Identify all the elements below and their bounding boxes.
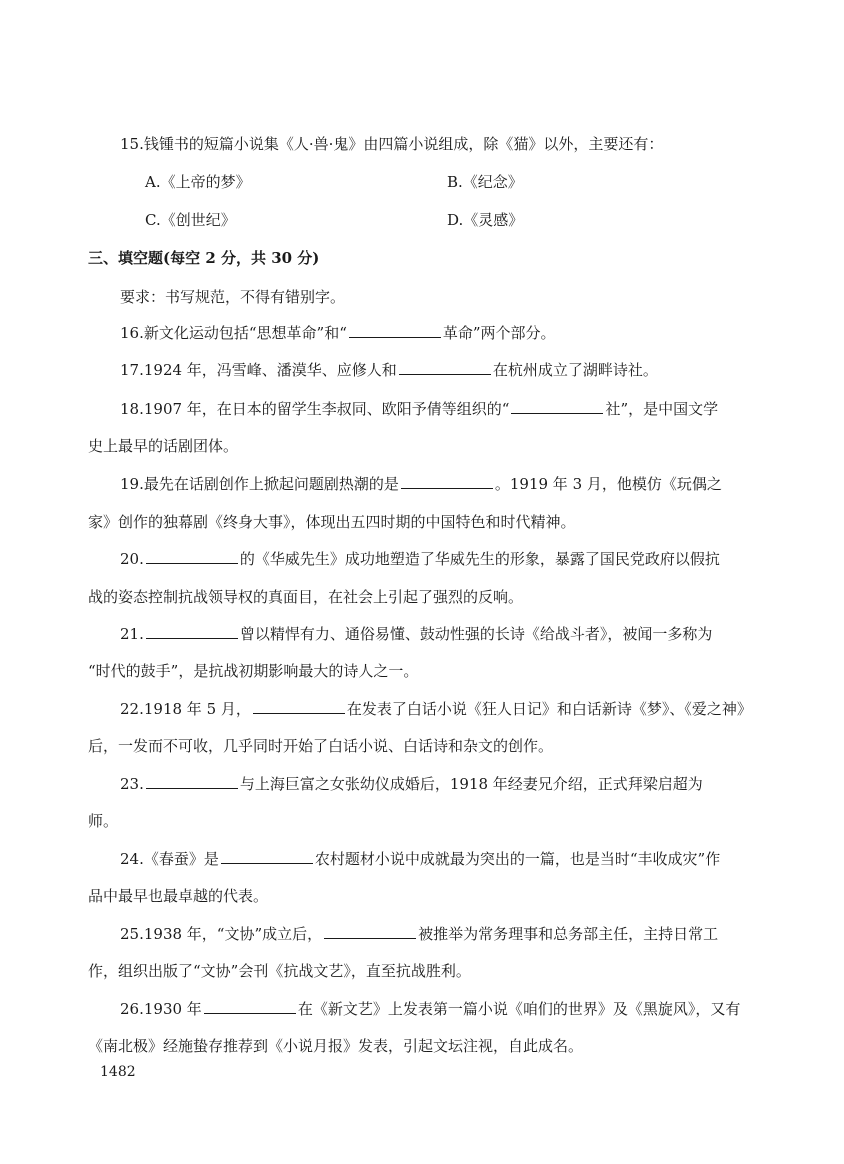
question-16-text-b: 革命”两个部分。 xyxy=(442,324,556,342)
question-26-continued: 《南北极》经施蛰存推荐到《小说月报》发表，引起文坛注视，自此成名。 xyxy=(88,1037,584,1055)
question-25-text-b: 被推举为常务理事和总务部主任，主持日常工 xyxy=(418,925,719,943)
section-3-requirement: 要求：书写规范，不得有错别字。 xyxy=(120,288,346,306)
question-15-stem: 15.钱锺书的短篇小说集《人·兽·鬼》由四篇小说组成，除《猫》以外，主要还有： xyxy=(120,135,664,153)
answer-blank xyxy=(204,999,296,1014)
question-20-text-b: 的《华威先生》成功地塑造了华威先生的形象，暴露了国民党政府以假抗 xyxy=(239,550,720,568)
question-18 xyxy=(120,399,718,419)
question-15-option-c: C.《创世纪》 xyxy=(145,211,236,229)
question-25 xyxy=(120,924,718,944)
question-18-text-b: 社”，是中国文学 xyxy=(605,400,719,418)
question-20-text-a: 20. xyxy=(120,550,144,568)
answer-blank xyxy=(324,924,416,939)
question-22-text-a: 22.1918 年 5 月， xyxy=(120,700,251,718)
question-19-continued: 家》创作的独幕剧《终身大事》，体现出五四时期的中国特色和时代精神。 xyxy=(88,513,576,531)
question-21-text-b: 曾以精悍有力、通俗易懂、鼓动性强的长诗《给战斗者》，被闻一多称为 xyxy=(239,625,713,643)
question-21-text-a: 21. xyxy=(120,625,144,643)
answer-blank xyxy=(511,399,603,414)
question-21-continued: “时代的鼓手”，是抗战初期影响最大的诗人之一。 xyxy=(88,662,419,680)
question-22-continued: 后，一发而不可收，几乎同时开始了白话小说、白话诗和杂文的创作。 xyxy=(88,737,554,755)
question-22-text-b: 在发表了白话小说《狂人日记》和白话新诗《梦》、《爱之神》 xyxy=(346,700,752,718)
page-number: 1482 xyxy=(100,1064,136,1080)
question-22 xyxy=(120,699,752,719)
question-16-text-a: 16.新文化运动包括“思想革命”和“ xyxy=(120,324,347,342)
question-18-continued: 史上最早的话剧团体。 xyxy=(88,437,239,455)
answer-blank xyxy=(221,849,313,864)
answer-blank xyxy=(146,549,238,564)
question-24-text-a: 24.《春蚕》是 xyxy=(120,850,219,868)
question-26-text-b: 在《新文艺》上发表第一篇小说《咱们的世界》及《黑旋风》，又有 xyxy=(297,1000,741,1018)
question-26-text-a: 26.1930 年 xyxy=(120,1000,202,1018)
question-25-continued: 作，组织出版了“文协”会刊《抗战文艺》，直至抗战胜利。 xyxy=(88,962,471,980)
question-23-continued: 师。 xyxy=(88,812,119,830)
question-18-text-a: 18.1907 年，在日本的留学生李叔同、欧阳予倩等组织的“ xyxy=(120,400,510,418)
question-20 xyxy=(120,549,720,569)
question-19-text-b: 。1919 年 3 月，他模仿《玩偶之 xyxy=(494,475,722,493)
question-17-text-b: 在杭州成立了湖畔诗社。 xyxy=(492,361,658,379)
section-3-title: 三、填空题(每空 2 分，共 30 分) xyxy=(88,249,320,267)
question-15-option-a: A.《上帝的梦》 xyxy=(145,173,251,191)
question-17 xyxy=(120,360,658,380)
question-24-text-b: 农村题材小说中成就最为突出的一篇，也是当时“丰收成灾”作 xyxy=(314,850,721,868)
question-21 xyxy=(120,624,712,644)
question-26 xyxy=(120,999,740,1019)
answer-blank xyxy=(401,474,493,489)
answer-blank xyxy=(146,774,238,789)
answer-blank xyxy=(399,360,491,375)
question-15-option-b: B.《纪念》 xyxy=(447,173,523,191)
question-16 xyxy=(120,323,556,343)
answer-blank xyxy=(253,699,345,714)
question-24 xyxy=(120,849,720,869)
question-23 xyxy=(120,774,703,794)
question-20-continued: 战的姿态控制抗战领导权的真面目，在社会上引起了强烈的反响。 xyxy=(88,588,524,606)
question-15-option-d: D.《灵感》 xyxy=(447,211,524,229)
answer-blank xyxy=(349,323,441,338)
question-17-text-a: 17.1924 年，冯雪峰、潘漠华、应修人和 xyxy=(120,361,397,379)
question-23-text-b: 与上海巨富之女张幼仪成婚后，1918 年经妻兄介绍，正式拜梁启超为 xyxy=(239,775,703,793)
question-24-continued: 品中最早也最卓越的代表。 xyxy=(88,887,269,905)
question-19 xyxy=(120,474,722,494)
question-19-text-a: 19.最先在话剧创作上掀起问题剧热潮的是 xyxy=(120,475,399,493)
question-25-text-a: 25.1938 年，“文协”成立后， xyxy=(120,925,323,943)
answer-blank xyxy=(146,624,238,639)
question-23-text-a: 23. xyxy=(120,775,144,793)
